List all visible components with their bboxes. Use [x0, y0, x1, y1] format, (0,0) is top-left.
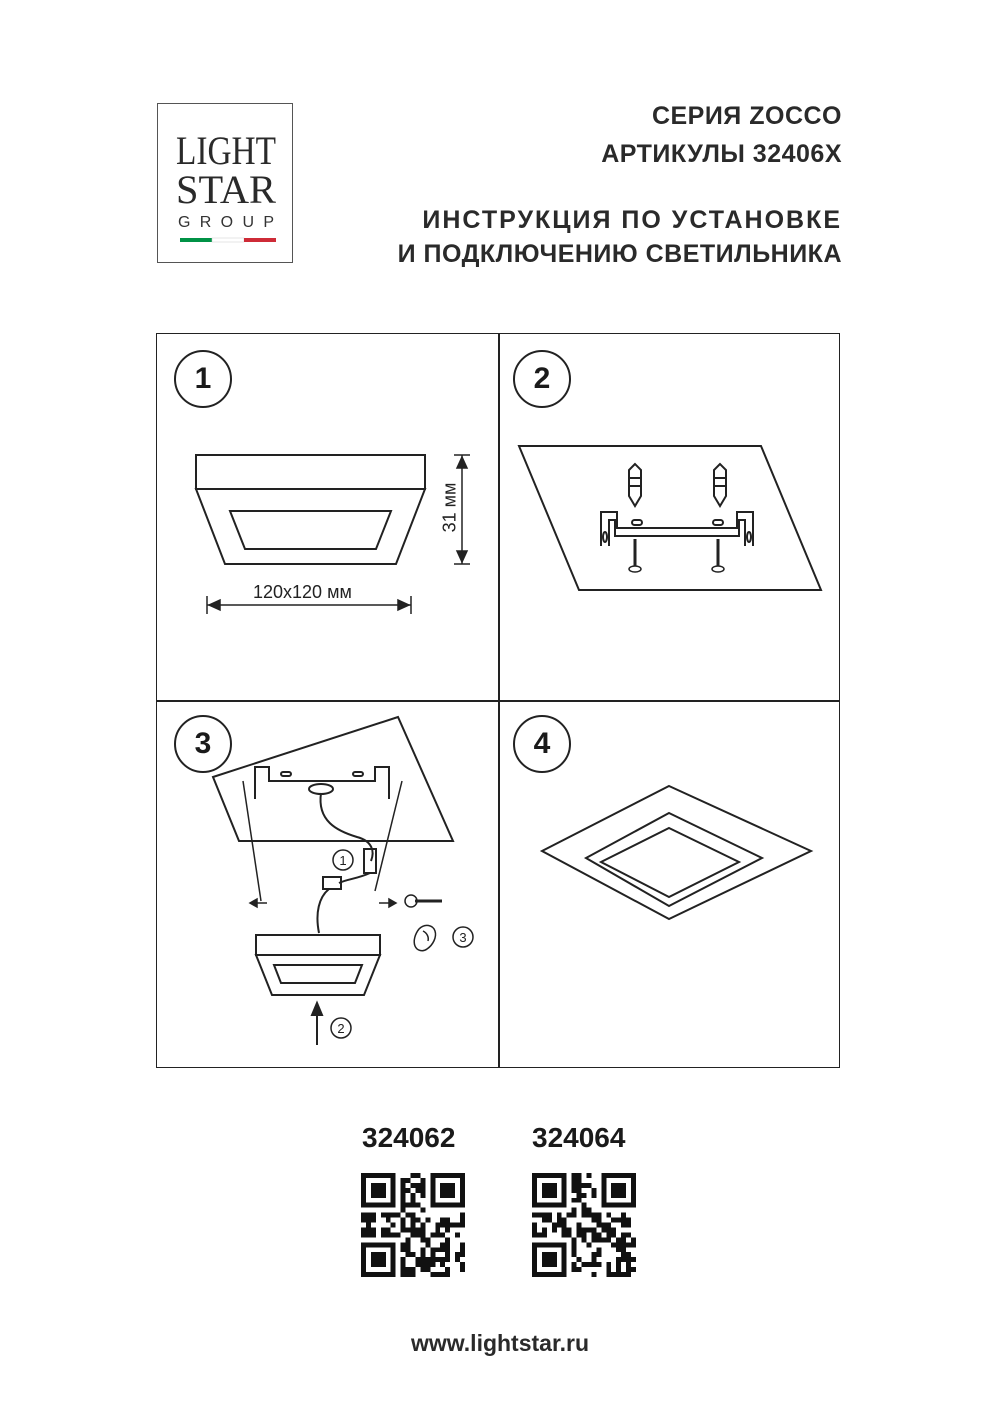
- installed-luminaire-drawing: [499, 701, 840, 1068]
- logo-graphic: [158, 104, 294, 264]
- flag-green-stripe: [180, 238, 212, 242]
- driver-box: [323, 877, 341, 889]
- step-3-number: 3: [174, 715, 232, 773]
- qr-code-324062-icon: [361, 1173, 465, 1277]
- luminaire-body: [196, 489, 425, 564]
- instruction-title-line1: ИНСТРУКЦИЯ ПО УСТАНОВКЕ: [422, 206, 842, 234]
- product-code-324062: 324062: [362, 1122, 456, 1153]
- product-code-324064: 324064: [532, 1122, 626, 1153]
- series-title: СЕРИЯ ZOCCO: [651, 102, 842, 130]
- wall-plug-left: [629, 464, 641, 506]
- website-url[interactable]: www.lightstar.ru: [410, 1330, 590, 1356]
- luminaire-cable: [317, 889, 329, 933]
- step-1-number: 1: [174, 350, 232, 408]
- wall-plug-right: [714, 464, 726, 506]
- ceiling-plate: [542, 786, 811, 919]
- step-2-number: 2: [513, 350, 571, 408]
- flag-red-stripe: [244, 238, 276, 242]
- screwdriver-icon: [405, 895, 442, 907]
- step-4-number: 4: [513, 715, 571, 773]
- lightstar-logo: [157, 103, 293, 263]
- sub-step-2-label: 2: [337, 1021, 345, 1036]
- qr-code-324064-icon: [532, 1173, 636, 1277]
- width-dimension-label: 120x120 мм: [253, 582, 352, 602]
- logo-line1: LIGHT: [176, 128, 276, 173]
- mounting-bracket: [601, 512, 753, 546]
- hand-icon: [414, 925, 435, 950]
- logo-line3: GROUP: [178, 214, 274, 231]
- ceiling-cable-hole: [309, 784, 333, 794]
- instruction-title-line2: И ПОДКЛЮЧЕНИЮ СВЕТИЛЬНИКА: [397, 240, 842, 268]
- screw-right: [712, 539, 724, 572]
- step-4-panel: [499, 701, 840, 1068]
- installation-steps-grid: [156, 333, 840, 1068]
- sub-step-3-label: 3: [459, 930, 467, 945]
- step-1-panel: [157, 334, 498, 700]
- flag-white-stripe: [212, 238, 244, 242]
- step-3-panel: [157, 701, 498, 1068]
- logo-line2: STAR: [176, 167, 277, 212]
- articles-title: АРТИКУЛЫ 32406X: [601, 140, 842, 168]
- luminaire-diffuser: [230, 511, 391, 549]
- screw-left: [629, 539, 641, 572]
- mounting-bracket-drawing: [499, 334, 840, 700]
- connection-wire: [339, 873, 370, 883]
- step-2-panel: [499, 334, 840, 700]
- sub-step-1-label: 1: [339, 853, 347, 868]
- height-dimension-label: 31 мм: [439, 482, 460, 533]
- push-up-arrow: [312, 1003, 322, 1045]
- luminaire-being-mounted: [256, 935, 380, 995]
- luminaire-top-face: [196, 455, 425, 489]
- release-arrows: [250, 899, 396, 907]
- ceiling-surface: [519, 446, 821, 590]
- wiring-and-mounting-drawing: [157, 701, 498, 1068]
- terminal-block: [364, 849, 376, 873]
